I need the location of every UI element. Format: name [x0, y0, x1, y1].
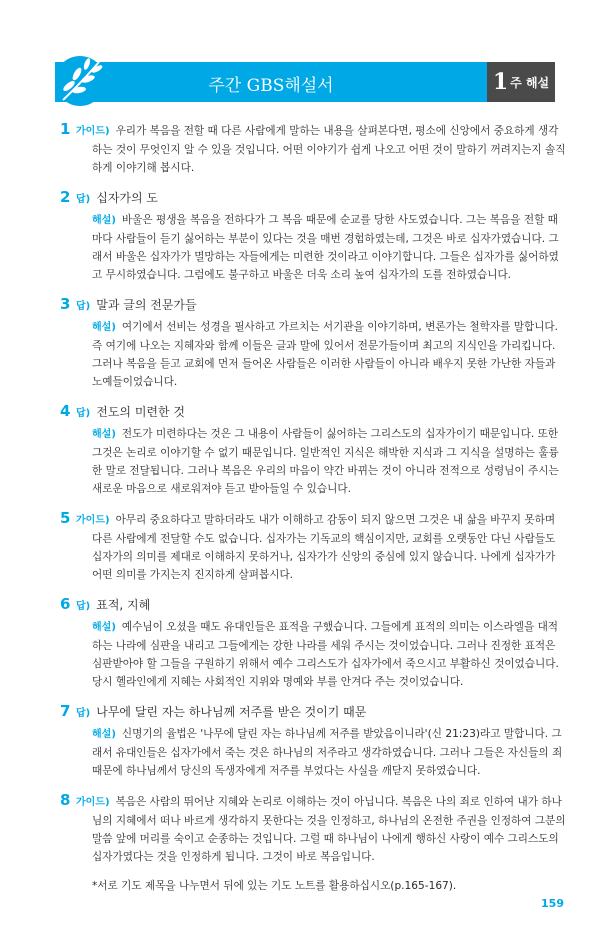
- answer-title: 전도의 미련한 것: [96, 405, 186, 419]
- prayer-note: *서로 기도 제목을 나누면서 뒤에 있는 기도 노트를 활용하십시오(p.165-167).: [92, 880, 457, 892]
- explanation-label: 해설): [92, 622, 116, 633]
- explanation-text: 바울은 평생을 복음을 전하다가 그 복음 때문에 순교를 당한 사도였습니다. 그는 복음을 전할 때마다 사람들이 듣기 싫어하는 부분이 있다는 것을 매번 경험하였는데, 그것은 바로 십자가였습니다. 그래서 바울은 십자가가 멸망하는 자들에게는 미련한 것이라고 이야기합니다. 그들은 십자가를 싫어하였고 무시하였습니다. 그럼에도 불구하고 바울은 더욱 소리 높여 십자가의 도를 전하였습니다.: [92, 214, 559, 281]
- answer-item: [60, 791, 566, 866]
- guide-text: 우리가 복음을 전할 때 다른 사람에게 말하는 내용을 살펴본다면, 평소에 신앙에서 중요하게 생각하는 것이 무엇인지 알 수 있을 것입니다. 어떤 이야기가 쉽게 나오고 어떤 것이 말하기 꺼려지는지 솔직하게 이야기해 봅시다.: [92, 125, 566, 174]
- page-title: 주간 GBS해설서: [208, 76, 334, 96]
- explanation-label: 해설): [92, 729, 116, 740]
- answer-title: 말과 글의 전문가들: [96, 298, 197, 312]
- answer-list: [60, 120, 566, 866]
- page-number: 159: [541, 897, 564, 910]
- item-tag: 답): [76, 301, 91, 312]
- explanation-text: 전도가 미련하다는 것은 그 내용이 사람들이 싫어하는 그리스도의 십자가이기 때문입니다. 또한 그것은 논리로 이야기할 수 없기 때문입니다. 일반적인 지식은 해박한 지식과 그 지식을 설명하는 훌륭한 말로 전달됩니다. 그러나 복음은 우리의 마음이 약간 바뀌는 것이 아니라 전적으로 성령님이 주시는 새로운 마음으로 새로워져야 듣고 받아들일 수 있습니다.: [92, 428, 559, 495]
- answer-title: 표적, 지혜: [96, 598, 151, 612]
- item-number: 5: [60, 509, 71, 527]
- answer-item: [60, 595, 566, 691]
- item-number: 6: [60, 595, 71, 613]
- week-label: 주 해설: [510, 75, 550, 90]
- week-number: 1: [492, 69, 509, 95]
- explanation-label: 해설): [92, 429, 116, 440]
- explanation: [92, 425, 566, 498]
- answer-item: [60, 509, 566, 584]
- guide-text: 복음은 사람의 뛰어난 지혜와 논리로 이해하는 것이 아닙니다. 복음은 나의 죄로 인하여 내가 하나님의 지혜에서 떠나 바르게 생각하지 못한다는 것을 인정하고, 하나님의 온전한 주권을 인정하여 그분의 말씀 앞에 머리를 숙이고 순종하는 것입니다. 그럴 때 하나님이 나에게 행하신 사랑이 예수 그리스도의 십자가였다는 것을 인정하게 됩니다. 그것이 바로 복음입니다.: [92, 796, 566, 863]
- item-tag: 답): [76, 194, 91, 205]
- item-tag: 가이드): [76, 797, 110, 808]
- answer-item: [60, 188, 566, 284]
- item-tag: 답): [76, 601, 91, 612]
- item-tag: 가이드): [76, 126, 110, 137]
- answer-item: [60, 402, 566, 498]
- explanation: [92, 618, 566, 691]
- explanation-text: 여기에서 선비는 성경을 필사하고 가르치는 서기관을 이야기하며, 변론가는 철학자를 말합니다. 즉 여기에 나오는 지혜자와 함께 이들은 글과 말에 있어서 전문가들이며 최고의 지식인을 가리킵니다. 그러나 복음을 듣고 교회에 먼저 들어온 사람들은 이러한 사람들이 아니라 배우지 못한 가난한 자들과 노예들이었습니다.: [92, 321, 559, 388]
- item-tag: 답): [76, 408, 91, 419]
- explanation: [92, 318, 566, 391]
- guide-text: 아무리 중요하다고 말하더라도 내가 이해하고 감동이 되지 않으면 그것은 내 삶을 바꾸지 못하며 다른 사람에게 전달할 수도 없습니다. 십자가는 기독교의 핵심이지만, 교회를 오랫동안 다닌 사람들도 십자가의 의미를 제대로 이해하지 못하거나, 십자가가 신앙의 중심에 있지 않습니다. 나에게 십자가가 어떤 의미를 가지는지 진지하게 살펴봅시다.: [92, 514, 556, 581]
- explanation-label: 해설): [92, 215, 116, 226]
- item-number: 4: [60, 402, 71, 420]
- explanation-text: 예수님이 오셨을 때도 유대인들은 표적을 구했습니다. 그들에게 표적의 의미는 이스라엘을 대적하는 나라에 심판을 내리고 그들에게는 강한 나라를 세워 주시는 것이었습니다. 그러나 진정한 표적은 심판받아야 할 그들을 구원하기 위해서 예수 그리스도가 십자가에서 죽으시고 부활하신 것이었습니다. 당시 헬라인에게 지혜는 사회적인 지위와 명예와 부를 안겨다 주는 것이었습니다.: [92, 621, 559, 688]
- answer-title: 십자가의 도: [96, 191, 159, 205]
- explanation: [92, 211, 566, 284]
- answer-title: 나무에 달린 자는 하나님께 저주를 받은 것이기 때문: [96, 705, 367, 719]
- explanation-text: 신명기의 율법은 '나무에 달린 자는 하나님께 저주를 받았음이니라'(신 21:23)라고 말합니다. 그래서 유대인들은 십자가에서 죽는 것은 하나님의 저주라고 생각하였습니다. 그러나 그들은 자신들의 죄 때문에 하나님께서 당신의 독생자에게 저주를 부었다는 사실을 깨닫지 못하였습니다.: [92, 728, 563, 777]
- item-tag: 답): [76, 708, 91, 719]
- answer-item: [60, 295, 566, 391]
- answer-item: [60, 702, 566, 780]
- item-number: 2: [60, 188, 71, 206]
- item-tag: 가이드): [76, 515, 110, 526]
- explanation-label: 해설): [92, 322, 116, 333]
- answer-item: [60, 120, 566, 177]
- item-number: 8: [60, 791, 71, 809]
- explanation: [92, 725, 566, 780]
- item-number: 3: [60, 295, 71, 313]
- item-number: 7: [60, 702, 71, 720]
- item-number: 1: [60, 120, 71, 138]
